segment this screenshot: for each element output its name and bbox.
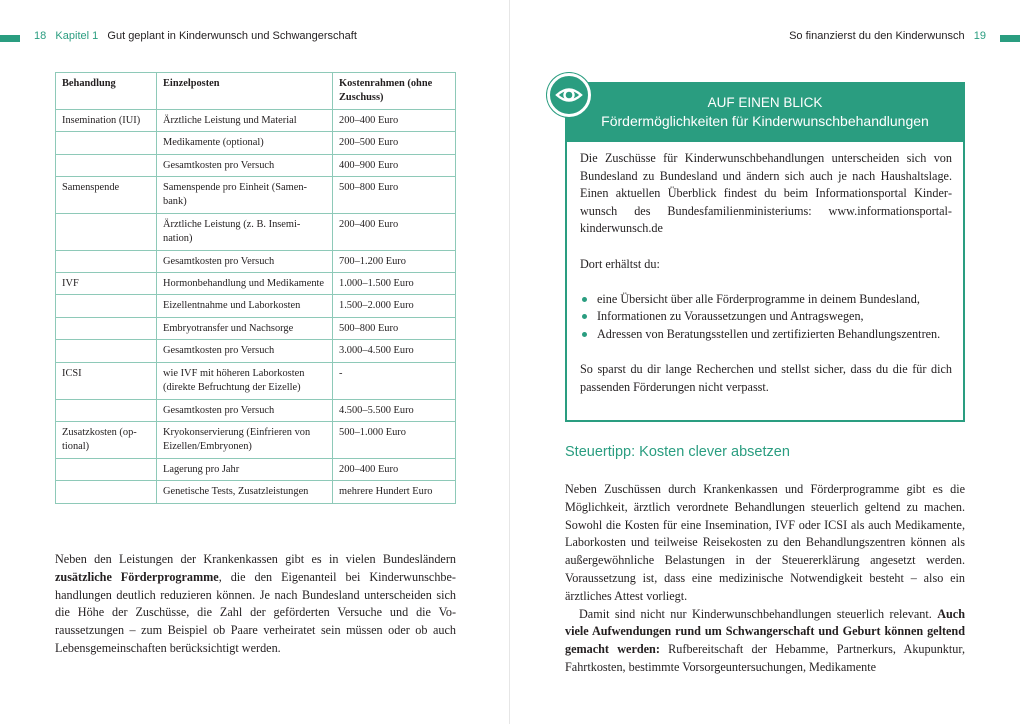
table-cell: Gesamtkosten pro Versuch xyxy=(157,340,333,362)
table-cell: Gesamtkosten pro Versuch xyxy=(157,399,333,421)
cost-table xyxy=(55,72,456,504)
table-cell: Medikamente (optional) xyxy=(157,132,333,154)
table-cell: Zusatzkosten (optional) xyxy=(56,421,157,458)
table-cell xyxy=(56,481,157,503)
table-cell: ICSI xyxy=(56,362,157,399)
at-a-glance-box xyxy=(565,82,965,422)
table-row xyxy=(56,177,456,214)
table-row xyxy=(56,273,456,295)
table-cell xyxy=(56,340,157,362)
table-cell: Embryotransfer und Nachsorge xyxy=(157,317,333,339)
section-subheading: Steuertipp: Kosten clever absetzen xyxy=(565,444,790,460)
table-cell xyxy=(56,154,157,176)
box-title: Fördermöglichkeiten für Kinderwunschbehandlungen xyxy=(601,113,929,129)
chapter-label: Kapitel 1 xyxy=(55,30,99,42)
table-cell xyxy=(56,399,157,421)
table-row xyxy=(56,481,456,503)
table-cell: 200–400 Euro xyxy=(333,213,456,250)
table-header-cell: Einzelposten xyxy=(157,73,333,110)
box-body xyxy=(580,150,952,396)
bullet-text: Informationen zu Voraussetzungen und Antragswegen, xyxy=(597,309,864,324)
paragraph: Neben Zuschüssen durch Krankenkassen und Förderprogramme gibt es die Möglichkeit, ärztlich verordnete Behandlungen steuerlich geltend zu machen. Sowohl die Kosten für eine Insemination, IVF oder ICSI als auch Medikamente, Laborkosten und teilweise Reisekosten zu den Behandlungszentren können als außergewöhnliche Belastungen in der Steuererklärung angesetzt werden. Voraussetzung ist, dass eine medizinische Notwendigkeit besteht – also ein ärztliches Attest vorliegt. xyxy=(565,482,965,603)
table-row xyxy=(56,399,456,421)
table-cell: 1.000–1.500 Euro xyxy=(333,273,456,295)
table-cell: 500–1.000 Euro xyxy=(333,421,456,458)
right-running-header xyxy=(789,30,986,42)
table-cell: Samenspende xyxy=(56,177,157,214)
text-run: Neben den Leistungen der Krankenkassen gibt es in vielen Bundesländern xyxy=(55,552,456,566)
bullet-icon xyxy=(582,297,587,302)
table-cell: Eizellentnahme und Laborkosten xyxy=(157,295,333,317)
table-row xyxy=(56,362,456,399)
table-row xyxy=(56,340,456,362)
table-row xyxy=(56,458,456,480)
table-row xyxy=(56,295,456,317)
text-run: Damit sind nicht nur Kinderwunschbehandlungen steuerlich relevant. xyxy=(579,606,938,621)
text-run: Rufbereitschaft der Hebamme, Partnerkurs, Akupunktur, Fahrtkosten, bestimmte Vorsorgeuntersuchungen, Medikamente xyxy=(565,642,966,674)
table-cell: mehrere Hundert Euro xyxy=(333,481,456,503)
right-page-number: 19 xyxy=(973,30,986,42)
bullet-text: eine Übersicht über alle Förderprogramme in deinem Bundesland, xyxy=(597,291,920,306)
box-bullet-list xyxy=(580,291,952,344)
bullet-icon xyxy=(582,332,587,337)
table-cell: 700–1.200 Euro xyxy=(333,250,456,272)
box-outro: So sparst du dir lange Recherchen und stellst sicher, dass du die für dich passenden Förderungen nicht verpasst. xyxy=(580,362,952,394)
right-running-title: So finanzierst du den Kinderwunsch xyxy=(789,30,965,42)
header-accent-bar xyxy=(0,35,20,42)
table-cell xyxy=(56,317,157,339)
table-cell: Kryokonservierung (Einfrieren von Eizellen/Embryonen) xyxy=(157,421,333,458)
table-cell: IVF xyxy=(56,273,157,295)
table-cell: Gesamtkosten pro Versuch xyxy=(157,154,333,176)
table-cell: 400–900 Euro xyxy=(333,154,456,176)
table-row xyxy=(56,250,456,272)
table-header-row xyxy=(56,73,456,110)
left-running-title: Gut geplant in Kinderwunsch und Schwangerschaft xyxy=(107,30,357,42)
list-item xyxy=(580,291,952,309)
bullet-icon xyxy=(582,314,587,319)
bold-text: Auch viele Aufwendungen rund um Schwangerschaft und Geburt können geltend gemacht werden: xyxy=(565,606,965,657)
table-cell xyxy=(56,295,157,317)
table-cell: 200–400 Euro xyxy=(333,109,456,131)
table-row xyxy=(56,132,456,154)
table-cell: 500–800 Euro xyxy=(333,177,456,214)
right-page xyxy=(510,0,1020,724)
table-cell: Insemination (IUI) xyxy=(56,109,157,131)
table-cell: Gesamtkosten pro Versuch xyxy=(157,250,333,272)
table-cell: 4.500–5.500 Euro xyxy=(333,399,456,421)
header-accent-bar xyxy=(1000,35,1020,42)
table-row xyxy=(56,109,456,131)
table-cell: Hormonbehandlung und Medikamente xyxy=(157,273,333,295)
table-cell: Genetische Tests, Zusatzleistungen xyxy=(157,481,333,503)
table-cell: Ärztliche Leistung (z. B. Insemination) xyxy=(157,213,333,250)
table-row xyxy=(56,154,456,176)
table-cell: Lagerung pro Jahr xyxy=(157,458,333,480)
table-cell: 3.000–4.500 Euro xyxy=(333,340,456,362)
paragraph xyxy=(55,551,456,658)
eye-icon xyxy=(547,73,591,117)
left-page-number: 18 xyxy=(34,30,47,42)
table-cell xyxy=(56,132,157,154)
table-cell: 200–500 Euro xyxy=(333,132,456,154)
table-header-cell: Kostenrahmen (ohne Zuschuss) xyxy=(333,73,456,110)
table-cell: Samenspende pro Einheit (Samenbank) xyxy=(157,177,333,214)
table-row xyxy=(56,421,456,458)
table-cell xyxy=(56,250,157,272)
list-item xyxy=(580,308,952,326)
box-kicker: AUF EINEN BLICK xyxy=(707,95,823,110)
box-intro: Die Zuschüsse für Kinderwunschbehandlungen unterscheiden sich von Bundesland zu Bundesland und ändern sich auch je nach Haushaltslage. Einen aktuellen Überblick findest du beim Informationsportal Kinderwunsch des Bundesfamilienministeriums: www.informationsportal-kinderwunsch.de xyxy=(580,151,952,236)
box-list-intro: Dort erhältst du: xyxy=(580,256,660,271)
table-cell xyxy=(56,213,157,250)
left-running-header xyxy=(34,30,357,42)
paragraph xyxy=(565,606,965,677)
table-row xyxy=(56,213,456,250)
table-cell: 200–400 Euro xyxy=(333,458,456,480)
bullet-text: Adressen von Beratungsstellen und zertifizierten Behandlungszentren. xyxy=(597,326,941,341)
table-cell: wie IVF mit höheren Laborkosten (direkte Befruchtung der Eizelle) xyxy=(157,362,333,399)
table-cell: Ärztliche Leistung und Material xyxy=(157,109,333,131)
list-item xyxy=(580,326,952,344)
table-cell xyxy=(56,458,157,480)
table-cell: 1.500–2.000 Euro xyxy=(333,295,456,317)
box-header xyxy=(567,84,963,142)
left-body-text xyxy=(55,551,456,658)
table-header-cell: Behandlung xyxy=(56,73,157,110)
right-body-text xyxy=(565,481,965,677)
text-run: , die den Eigenanteil bei Kinderwunschbehandlungen deutlich reduzieren können. Je nach Bundesland unterscheiden sich die Höhe der Zuschüsse, die Zahl der geförderten Versuche und die Voraussetzungen – zum Beispiel ob Paare verheiratet sein müssen oder ob auch Lebensgemeinschaften berücksichtigt werden. xyxy=(55,569,456,655)
bold-text: zusätzliche Förderprogramme xyxy=(55,569,219,584)
table-cell: - xyxy=(333,362,456,399)
table-row xyxy=(56,317,456,339)
table-cell: 500–800 Euro xyxy=(333,317,456,339)
